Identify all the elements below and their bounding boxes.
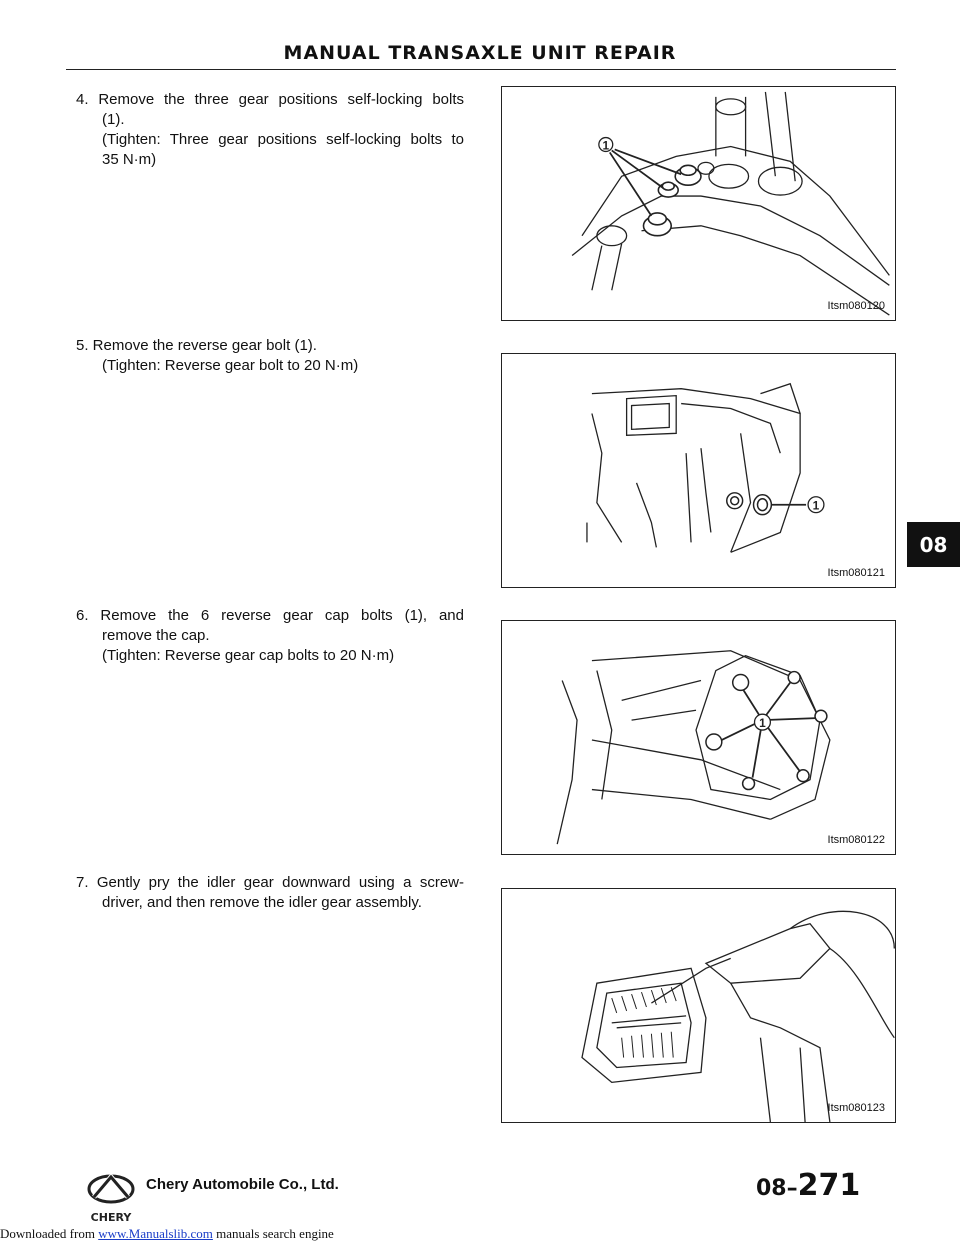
callout-label: 1	[602, 138, 610, 153]
step-line: remove the cap.	[102, 627, 210, 644]
step-line: driver, and then remove the idler gear assembly.	[102, 894, 422, 911]
step-line: 7. Gently pry the idler gear downward using a screw-	[76, 874, 464, 891]
step-line: 6. Remove the 6 reverse gear cap bolts (1), and	[76, 607, 464, 624]
illustration-idler-gear-removal	[502, 889, 895, 1122]
callout-label: 1	[759, 716, 766, 731]
step-line: (Tighten: Reverse gear cap bolts to 20 N·m)	[102, 647, 395, 664]
figure-code: Itsm080121	[827, 567, 885, 579]
download-notice	[0, 1226, 334, 1242]
page-number-value: 271	[797, 1168, 861, 1203]
section-tab: 08	[907, 522, 960, 567]
figure-code: Itsm080120	[827, 300, 885, 312]
logo-wordmark: CHERY	[90, 1211, 132, 1224]
page-header-title: MANUAL TRANSAXLE UNIT REPAIR	[283, 42, 677, 64]
step-line: (Tighten: Reverse gear bolt to 20 N·m)	[102, 357, 359, 374]
illustration-gear-position-bolts	[502, 87, 895, 320]
figure-code: Itsm080122	[827, 834, 885, 846]
figure-reverse-gear-bolt	[501, 353, 896, 588]
chery-logo-icon	[86, 1171, 136, 1225]
step-line: (1).	[102, 111, 125, 128]
manualslib-link[interactable]: www.Manualslib.com	[98, 1226, 213, 1241]
page-section: 08–	[756, 1176, 798, 1201]
step-4-text	[76, 90, 464, 170]
step-6-text	[76, 606, 464, 666]
illustration-reverse-gear-bolt	[502, 354, 895, 587]
figure-reverse-gear-cap-bolts	[501, 620, 896, 855]
figure-idler-gear-removal	[501, 888, 896, 1123]
header-divider	[66, 69, 896, 70]
step-line: (Tighten: Three gear positions self-locking bolts to	[102, 131, 464, 148]
step-line: 4. Remove the three gear positions self-locking bolts	[76, 91, 464, 108]
illustration-reverse-gear-cap-bolts	[502, 621, 895, 854]
step-line: 5. Remove the reverse gear bolt (1).	[76, 337, 317, 354]
step-line: 35 N·m)	[102, 151, 157, 168]
callout-label: 1	[812, 498, 820, 513]
figure-gear-position-bolts	[501, 86, 896, 321]
step-7-text	[76, 873, 464, 913]
figure-code: Itsm080123	[827, 1102, 885, 1114]
step-5-text	[76, 336, 464, 376]
download-suffix: manuals search engine	[212, 1226, 334, 1241]
download-prefix: Downloaded from	[0, 1226, 99, 1241]
page-number	[756, 1168, 860, 1203]
company-name: Chery Automobile Co., Ltd.	[146, 1176, 339, 1193]
